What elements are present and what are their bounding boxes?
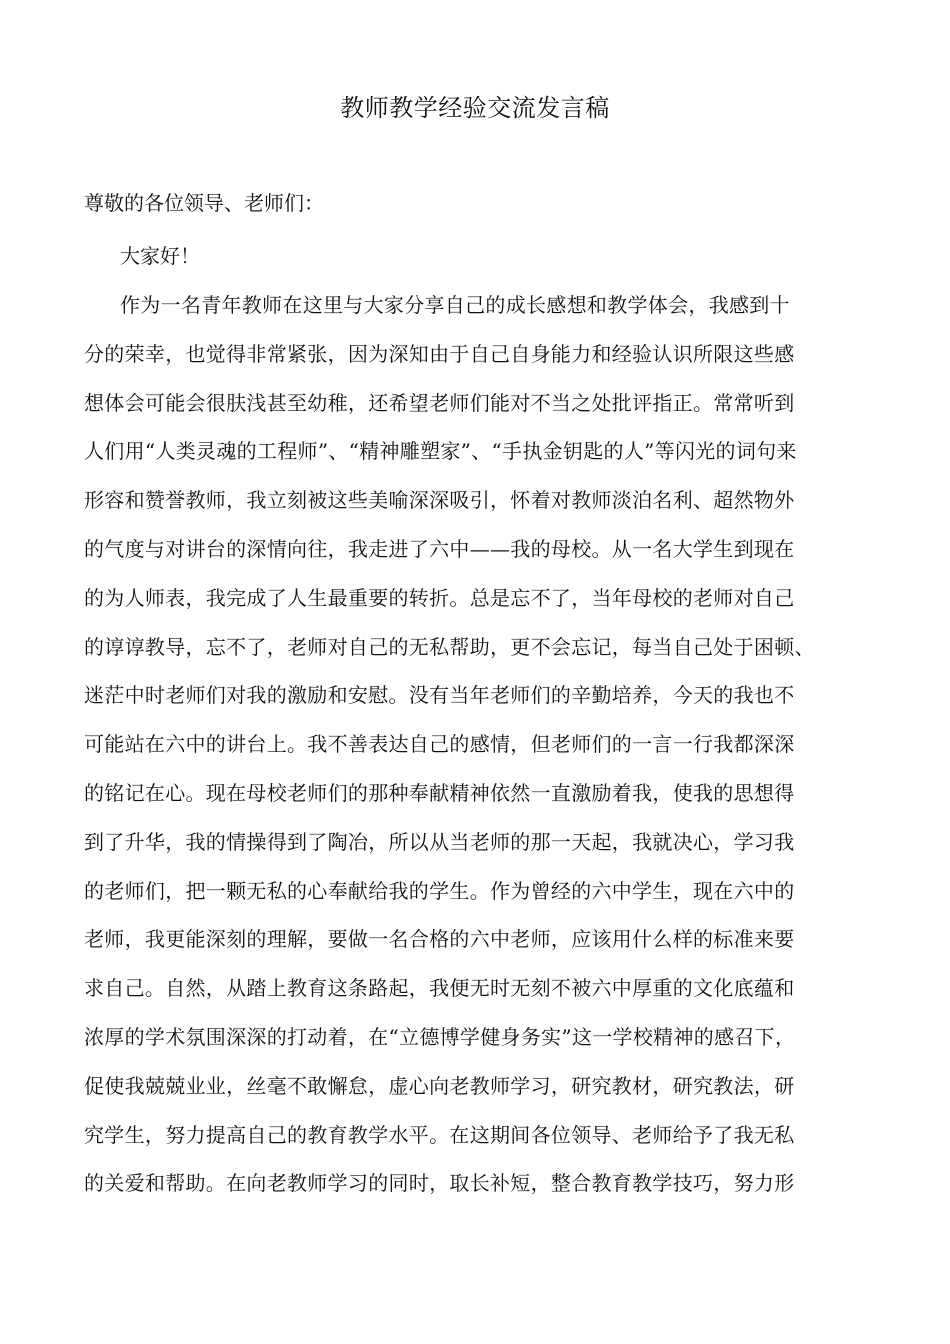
body-line: 形容和赞誉教师，我立刻被这些美喻深深吸引，怀着对教师淡泊名利、超然物外 (84, 488, 795, 513)
body-line: 求自己。自然，从踏上教育这条路起，我便无时无刻不被六中厚重的文化底蕴和 (84, 976, 795, 1001)
body-line: 浓厚的学术氛围深深的打动着，在“立德博学健身务实”这一学校精神的感召下， (84, 1024, 796, 1049)
body-line: 到了升华，我的情操得到了陶冶，所以从当老师的那一天起，我就决心，学习我 (84, 829, 795, 854)
greeting: 大家好！ (120, 244, 200, 268)
body-line: 作为一名青年教师在这里与大家分享自己的成长感想和教学体会，我感到十 (120, 293, 790, 317)
body-line: 的谆谆教导，忘不了，老师对自己的无私帮助，更不会忘记，每当自己处于困顿、 (84, 634, 815, 659)
salutation: 尊敬的各位领导、老师们： (84, 191, 324, 215)
body-line: 的为人师表，我完成了人生最重要的转折。总是忘不了，当年母校的老师对自己 (84, 585, 795, 610)
body-line: 的老师们，把一颗无私的心奉献给我的学生。作为曾经的六中学生，现在六中的 (84, 878, 795, 903)
body-text (84, 281, 884, 1208)
body-line: 的铭记在心。现在母校老师们的那种奉献精神依然一直激励着我，使我的思想得 (84, 780, 795, 805)
body-line: 的关爱和帮助。在向老教师学习的同时，取长补短，整合教育教学技巧，努力形 (84, 1171, 795, 1196)
body-line: 迷茫中时老师们对我的激励和安慰。没有当年老师们的辛勤培养，今天的我也不 (84, 683, 795, 708)
body-line: 人们用“人类灵魂的工程师”、“精神雕塑家”、“手执金钥匙的人”等闪光的词句来 (84, 439, 797, 464)
body-line: 可能站在六中的讲台上。我不善表达自己的感情，但老师们的一言一行我都深深 (84, 732, 795, 757)
body-line: 分的荣幸，也觉得非常紧张，因为深知由于自己自身能力和经验认识所限这些感 (84, 341, 795, 366)
body-line: 究学生，努力提高自己的教育教学水平。在这期间各位领导、老师给予了我无私 (84, 1122, 795, 1147)
body-line: 促使我兢兢业业，丝毫不敢懈怠，虚心向老教师学习，研究教材，研究教法，研 (84, 1073, 795, 1098)
document-title: 教师教学经验交流发言稿 (340, 94, 610, 122)
body-line: 的气度与对讲台的深情向往，我走进了六中——我的母校。从一名大学生到现在 (84, 536, 795, 561)
body-line: 老师，我更能深刻的理解，要做一名合格的六中老师，应该用什么样的标准来要 (84, 927, 795, 952)
body-line: 想体会可能会很肤浅甚至幼稚，还希望老师们能对不当之处批评指正。常常听到 (84, 390, 795, 415)
